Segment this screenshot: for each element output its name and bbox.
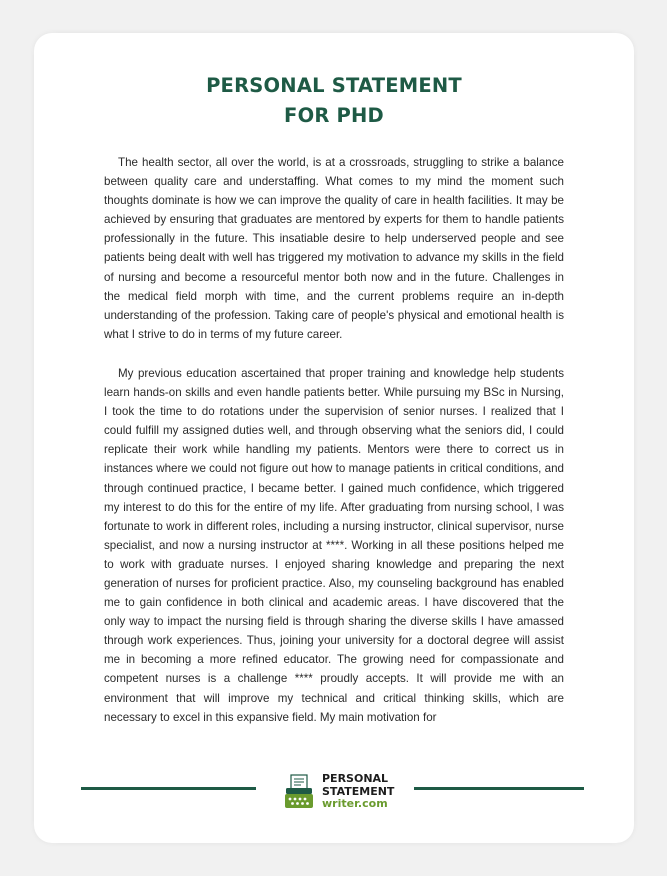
statement-body [104, 153, 564, 747]
document-page [34, 33, 634, 843]
logo-wordmark [322, 773, 394, 811]
logo-line-3: writer.com [322, 797, 388, 810]
footer-rule-right [414, 787, 584, 790]
typewriter-icon [284, 774, 314, 810]
logo-line-1: PERSONAL [322, 772, 389, 785]
footer-rule-left [81, 787, 256, 790]
title-line-2: FOR PHD [284, 104, 384, 127]
logo-line-2: STATEMENT [322, 784, 395, 798]
paragraph-2: My previous education ascertained that proper training and knowledge help students learn hands-on skills and even handle patients better. While pursuing my BSc in Nursing, I took the time to do rotations under the supervision of senior nurses. I realized that I could fulfill my assigned duties well, and through observing what the seniors did, I could replicate their work while handling my patients. Mentors were there to correct us in instances where we could not figure out how to manage patients in critical conditions, and through continued practice, I became better. I gained much confidence, which triggered my interest to do this for the entire of my life. After graduating from nursing school, I was fortunate to work in different roles, including a nursing instructor, clinical supervisor, nurse specialist, and now a nursing instructor at ****. Working in all these positions helped me to work with graduate nurses. I enjoyed sharing knowledge and preparing the next generation of nurses for proficient practice. Also, my counseling background has enabled me to gain confidence in both clinical and academic areas. I have discovered that the only way to impact the nursing field is through sharing the diverse skills I have amassed through work experiences. Thus, joining your university for a doctoral degree will assist me in becoming a more refined educator. The growing need for compassionate and competent nurses is a challenge **** proudly accepts. It will provide me with an environment that will improve my technical and critical thinking skills, which are necessary to excel in this expansive field. My main motivation for [104, 366, 564, 724]
page-title [34, 71, 634, 131]
brand-logo [284, 770, 404, 814]
paragraph-1: The health sector, all over the world, is at a crossroads, struggling to strike a balance between quality care and understaffing. What comes to my mind the moment such thoughts dominate is how we can improve the quality of care in health facilities. It may be achieved by ensuring that graduates are mentored by experts for them to handle patients professionally in the future. This insatiable desire to help underserved people and see patients being dealt with well has triggered my motivation to advance my skills in the field of nursing and become a resourceful mentor both now and in the future. Challenges in the medical field morph with time, and the current problems require an in-depth understanding of the profession. Taking care of people's physical and emotional health is what I strive to do in terms of my future career. [104, 156, 564, 341]
title-line-1: PERSONAL STATEMENT [206, 74, 462, 97]
